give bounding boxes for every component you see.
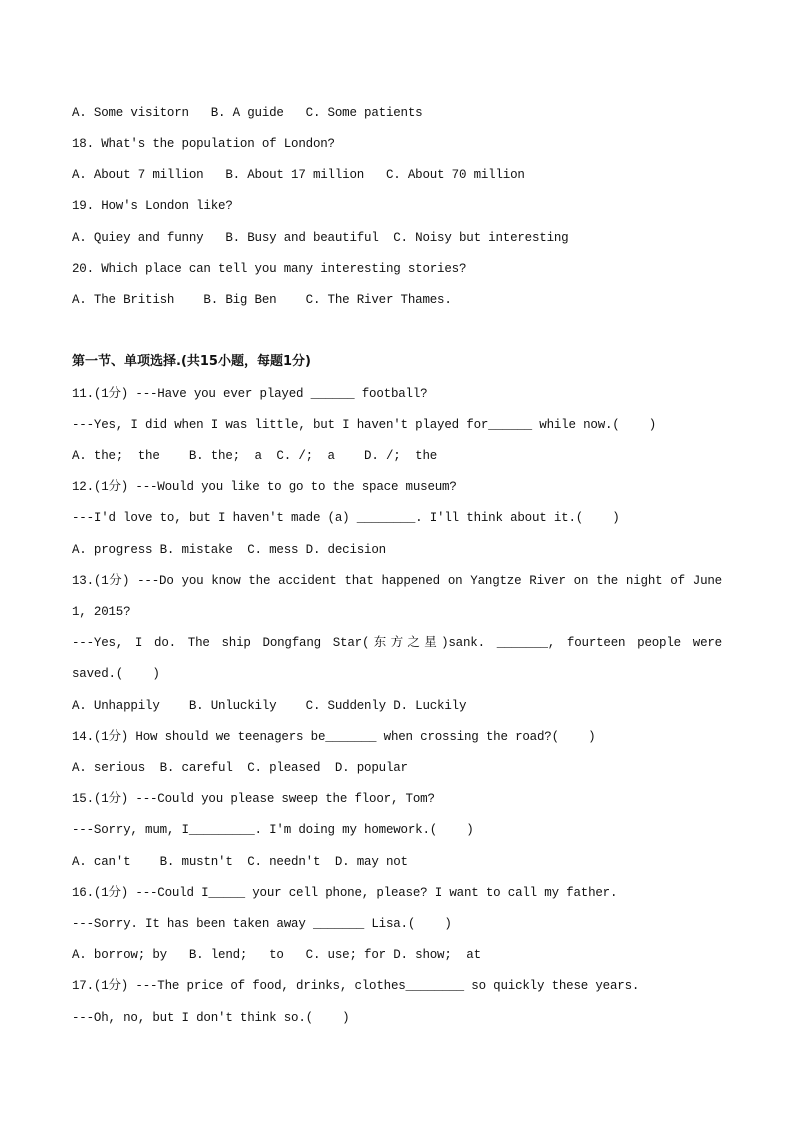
question-19-options: A. Quiey and funny B. Busy and beautiful C. Noisy but interesting xyxy=(72,231,569,245)
question-14-options: A. serious B. careful C. pleased D. popular xyxy=(72,761,408,775)
question-11: 11.(1分) ---Have you ever played ______ football? xyxy=(72,387,428,401)
question-13-options: A. Unhappily B. Unluckily C. Suddenly D. Luckily xyxy=(72,699,467,713)
question-15-options: A. can't B. mustn't C. needn't D. may not xyxy=(72,855,408,869)
question-15: 15.(1分) ---Could you please sweep the floor, Tom? xyxy=(72,792,435,806)
question-17: 17.(1分) ---The price of food, drinks, clothes________ so quickly these years. xyxy=(72,979,640,993)
question-16-options: A. borrow; by B. lend; to C. use; for D. show; at xyxy=(72,948,481,962)
question-13: 13.(1分) ---Do you know the accident that happened on Yangtze River on the night of June xyxy=(72,574,722,588)
question-16: 16.(1分) ---Could I_____ your cell phone, please? I want to call my father. xyxy=(72,886,618,900)
question-options: A. Some visitorn B. A guide C. Some patients xyxy=(72,106,423,120)
question-12: 12.(1分) ---Would you like to go to the space museum? xyxy=(72,480,457,494)
question-13-reply-cont: saved.( ) xyxy=(72,667,160,681)
question-18-options: A. About 7 million B. About 17 million C. About 70 million xyxy=(72,168,525,182)
question-14: 14.(1分) How should we teenagers be_______ when crossing the road?( ) xyxy=(72,730,596,744)
question-16-reply: ---Sorry. It has been taken away _______ Lisa.( ) xyxy=(72,917,452,931)
question-17-reply: ---Oh, no, but I don't think so.( ) xyxy=(72,1011,350,1025)
question-13-cont: 1, 2015? xyxy=(72,605,131,619)
question-20-options: A. The British B. Big Ben C. The River Thames. xyxy=(72,293,452,307)
question-11-options: A. the; the B. the; a C. /; a D. /; the xyxy=(72,449,438,463)
question-11-reply: ---Yes, I did when I was little, but I haven't played for______ while now.( ) xyxy=(72,418,657,432)
question-13-reply: ---Yes, I do. The ship Dongfang Star(东方之星)sank. _______, fourteen people were xyxy=(72,636,722,650)
question-15-reply: ---Sorry, mum, I_________. I'm doing my homework.( ) xyxy=(72,823,474,837)
question-12-options: A. progress B. mistake C. mess D. decision xyxy=(72,543,386,557)
question-19: 19. How's London like? xyxy=(72,199,233,213)
question-12-reply: ---I'd love to, but I haven't made (a) ________. I'll think about it.( ) xyxy=(72,511,620,525)
question-18: 18. What's the population of London? xyxy=(72,137,335,151)
question-20: 20. Which place can tell you many interesting stories? xyxy=(72,262,467,276)
section-heading: 第一节、单项选择.(共15小题，每题1分) xyxy=(72,354,311,369)
